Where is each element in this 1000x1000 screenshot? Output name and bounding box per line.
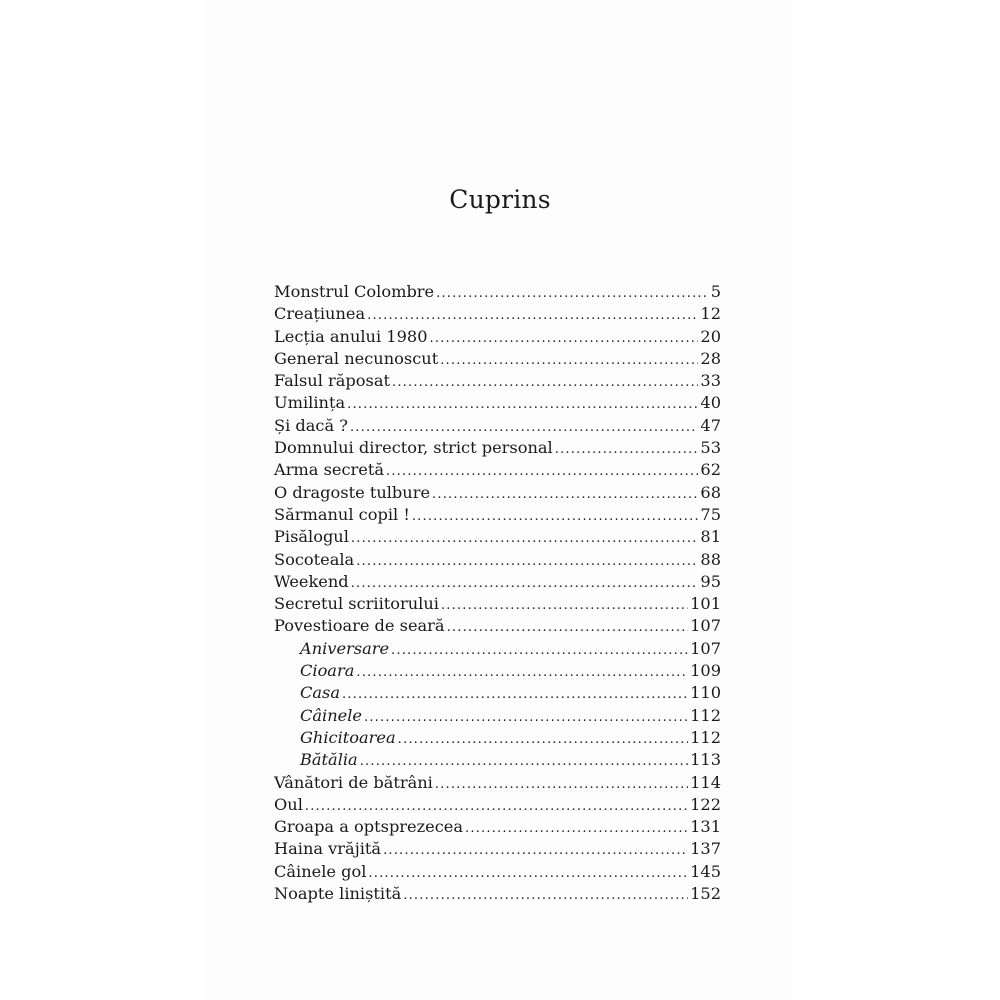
toc-entry-page-number: 110	[690, 683, 721, 703]
toc-entry-page-number: 88	[700, 549, 721, 569]
toc-entry-title: Noapte liniștită	[274, 884, 402, 904]
toc-entry-title: Domnului director, strict personal	[274, 438, 553, 458]
toc-entry-page-number: 101	[690, 594, 721, 614]
toc-entry	[274, 772, 721, 794]
toc-entry	[274, 593, 721, 615]
toc-entry	[274, 526, 721, 548]
toc-entry-page-number: 20	[700, 326, 721, 346]
toc-entry-title: Și dacă ?	[274, 415, 348, 435]
toc-entry-title: Monstrul Colombre	[274, 282, 435, 301]
toc-entry	[274, 459, 721, 481]
dot-leader	[435, 774, 688, 796]
toc-entry-title: Ghicitoarea	[300, 727, 396, 747]
dot-leader	[367, 305, 698, 327]
toc-entry-page-number: 122	[690, 794, 721, 814]
toc-entry	[274, 281, 721, 303]
page-title: Cuprins	[449, 185, 551, 214]
dot-leader	[350, 417, 698, 439]
toc-entry-page-number: 152	[690, 884, 721, 904]
toc-entry	[274, 794, 721, 816]
toc-entry-title: Secretul scriitorului	[274, 594, 439, 614]
toc-entry-page-number: 68	[700, 482, 721, 502]
toc-entry-page-number: 114	[690, 772, 721, 792]
toc-entry-title: Cioara	[300, 661, 355, 681]
toc-entry-page-number: 75	[700, 504, 721, 524]
toc-entry-title: Pisălogul	[274, 527, 349, 547]
dot-leader	[391, 640, 688, 662]
toc-entry	[274, 437, 721, 459]
toc-entry-title: Oul	[274, 794, 303, 814]
toc-entry	[274, 838, 721, 860]
toc-entry-page-number: 40	[700, 393, 721, 413]
toc-entry	[274, 504, 721, 526]
dot-leader	[347, 394, 698, 416]
toc-entry-page-number: 5	[710, 282, 721, 301]
toc-entry	[274, 571, 721, 593]
toc-entry-title: Aniversare	[300, 638, 390, 658]
toc-entry	[274, 861, 721, 883]
dot-leader	[465, 818, 688, 840]
toc-entry	[274, 370, 721, 392]
toc-subentry	[274, 705, 721, 727]
toc-entry	[274, 303, 721, 325]
toc-entry-title: Bătălia	[300, 750, 358, 770]
toc-entry-title: Weekend	[274, 571, 349, 591]
toc-entry-page-number: 112	[690, 705, 721, 725]
toc-entry-title: Arma secretă	[274, 460, 385, 480]
toc-entry-title: Socoteala	[274, 549, 355, 569]
toc-entry-title: Falsul răposat	[274, 371, 390, 391]
toc-entry-title: Haina vrăjită	[274, 839, 382, 859]
toc-entry	[274, 615, 721, 637]
dot-leader	[440, 350, 698, 372]
toc-entry-page-number: 145	[690, 861, 721, 881]
dot-leader	[305, 796, 688, 818]
toc-subentry	[274, 660, 721, 682]
toc-entry-title: Câinele	[300, 705, 362, 725]
toc-subentry	[274, 638, 721, 660]
toc-entry-page-number: 95	[700, 571, 721, 591]
toc-entry	[274, 326, 721, 348]
toc-entry-page-number: 107	[690, 616, 721, 636]
toc-entry	[274, 348, 721, 370]
table-of-contents	[274, 281, 721, 905]
toc-entry-page-number: 137	[690, 839, 721, 859]
dot-leader	[351, 528, 698, 550]
dot-leader	[360, 751, 688, 773]
toc-entry-title: O dragoste tulbure	[274, 482, 431, 502]
toc-entry-title: Câinele gol	[274, 861, 367, 881]
dot-leader	[386, 461, 698, 483]
toc-entry-title: Groapa a optsprezecea	[274, 817, 464, 837]
toc-entry-page-number: 33	[700, 371, 721, 391]
toc-subentry	[274, 727, 721, 749]
toc-entry	[274, 549, 721, 571]
toc-entry-title: Povestioare de seară	[274, 616, 445, 636]
dot-leader	[447, 617, 689, 639]
toc-entry-page-number: 53	[700, 438, 721, 458]
toc-entry-page-number: 28	[700, 348, 721, 368]
toc-entry	[274, 415, 721, 437]
dot-leader	[351, 573, 699, 595]
dot-leader	[436, 283, 709, 305]
toc-entry-title: Vânători de bătrâni	[274, 772, 433, 792]
dot-leader	[392, 372, 698, 394]
toc-entry	[274, 482, 721, 504]
toc-entry-page-number: 112	[690, 727, 721, 747]
dot-leader	[364, 707, 688, 729]
toc-entry-title: Sărmanul copil !	[274, 504, 410, 524]
toc-entry-page-number: 109	[690, 661, 721, 681]
dot-leader	[432, 484, 698, 506]
dot-leader	[555, 439, 699, 461]
toc-entry-title: General necunoscut	[274, 348, 439, 368]
toc-entry-page-number: 12	[700, 304, 721, 324]
dot-leader	[383, 840, 688, 862]
dot-leader	[342, 684, 688, 706]
toc-entry	[274, 816, 721, 838]
dot-leader	[356, 551, 698, 573]
toc-entry-page-number: 131	[690, 817, 721, 837]
dot-leader	[412, 506, 699, 528]
toc-entry-page-number: 62	[700, 460, 721, 480]
toc-entry-page-number: 81	[700, 527, 721, 547]
dot-leader	[403, 885, 688, 907]
toc-entry-title: Creațiunea	[274, 304, 366, 324]
dot-leader	[398, 729, 688, 751]
toc-entry-title: Casa	[300, 683, 340, 703]
dot-leader	[368, 863, 688, 885]
toc-entry-page-number: 47	[700, 415, 721, 435]
toc-entry	[274, 883, 721, 905]
dot-leader	[356, 662, 688, 684]
toc-subentry	[274, 749, 721, 771]
dot-leader	[430, 328, 699, 350]
dot-leader	[441, 595, 688, 617]
toc-entry-page-number: 113	[690, 750, 721, 770]
toc-entry	[274, 392, 721, 414]
toc-subentry	[274, 682, 721, 704]
toc-entry-title: Umilința	[274, 393, 346, 413]
toc-entry-title: Lecția anului 1980	[274, 326, 428, 346]
toc-entry-page-number: 107	[690, 638, 721, 658]
